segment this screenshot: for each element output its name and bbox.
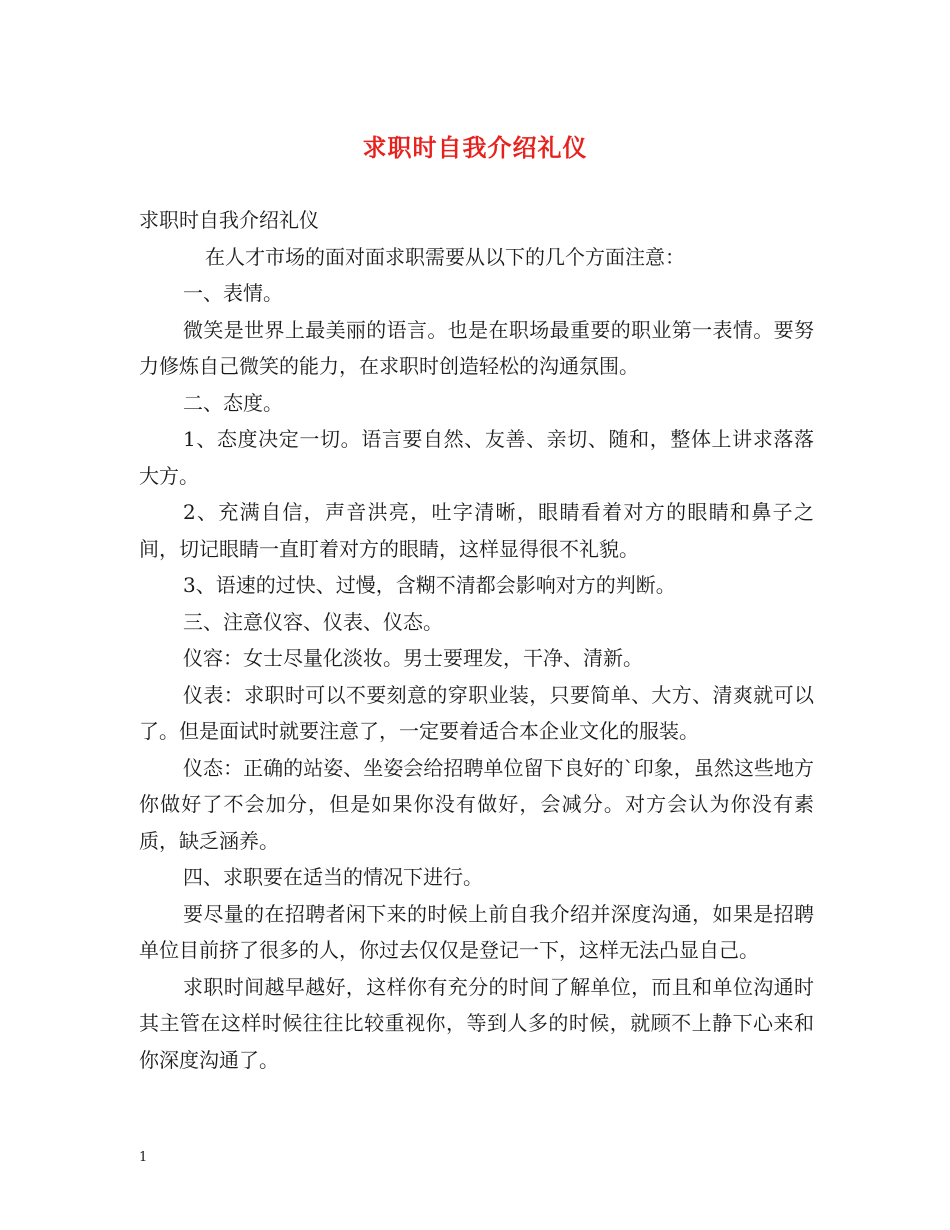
document-body xyxy=(139,202,814,1078)
section-heading-attitude: 二、态度。 xyxy=(183,390,283,415)
section-heading-expression: 一、表情。 xyxy=(183,281,283,305)
section-heading-timing: 四、求职要在适当的情况下进行。 xyxy=(183,865,483,889)
page-number: 1 xyxy=(139,1150,148,1165)
intro-paragraph: 在人才市场的面对面求职需要从以下的几个方面注意： xyxy=(205,244,685,269)
paragraph-attitude-3: 3、语速的过快、过慢，含糊不清都会影响对方的判断。 xyxy=(183,573,676,597)
section-heading-appearance: 三、注意仪容、仪表、仪态。 xyxy=(183,609,443,634)
paragraph-attitude-2: 2、充满自信，声音洪亮，吐字清晰，眼睛看着对方的眼睛和鼻子之间，切记眼睛一直盯着对方的眼睛，这样显得很不礼貌。 xyxy=(139,500,814,561)
paragraph-timing-1: 要尽量的在招聘者闲下来的时候上前自我介绍并深度沟通，如果是招聘单位目前挤了很多的人，你过去仅仅是登记一下，这样无法凸显自己。 xyxy=(139,901,814,962)
document-title: 求职时自我介绍礼仪 xyxy=(362,133,588,162)
paragraph-timing-2: 求职时间越早越好，这样你有充分的时间了解单位，而且和单位沟通时其主管在这样时候往往比较重视你，等到人多的时候，就顾不上静下心来和你深度沟通了。 xyxy=(139,974,814,1072)
paragraph-smile: 微笑是世界上最美丽的语言。也是在职场最重要的职业第一表情。要努力修炼自己微笑的能力，在求职时创造轻松的沟通氛围。 xyxy=(139,317,814,378)
paragraph-grooming: 仪容：女士尽量化淡妆。男士要理发，干净、清新。 xyxy=(183,646,643,670)
subtitle-paragraph: 求职时自我介绍礼仪 xyxy=(139,208,319,232)
paragraph-posture: 仪态：正确的站姿、坐姿会给招聘单位留下良好的`印象，虽然这些地方你做好了不会加分，但是如果你没有做好，会减分。对方会认为你没有素质，缺乏涵养。 xyxy=(139,755,814,853)
paragraph-attire: 仪表：求职时可以不要刻意的穿职业装，只要简单、大方、清爽就可以了。但是面试时就要注意了，一定要着适合本企业文化的服装。 xyxy=(139,682,814,743)
paragraph-attitude-1: 1、态度决定一切。语言要自然、友善、亲切、随和，整体上讲求落落大方。 xyxy=(139,427,814,488)
